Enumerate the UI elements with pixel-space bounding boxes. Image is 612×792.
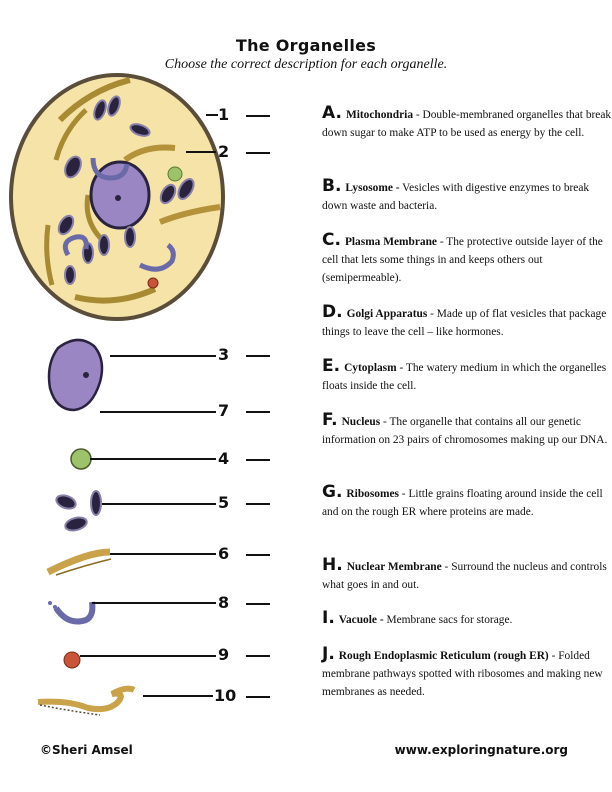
answer-blank-1[interactable] xyxy=(246,115,270,117)
mitochondria-illustration xyxy=(55,491,101,533)
description-term: Lysosome - xyxy=(345,182,400,194)
description-letter: B. xyxy=(322,176,342,196)
answer-blank-8[interactable] xyxy=(246,603,270,605)
answer-blank-6[interactable] xyxy=(246,554,270,556)
description-a xyxy=(322,104,612,142)
leader-line-5 xyxy=(102,503,216,505)
description-text: - The organelle that contains all our genetic information on 23 pairs of chromosomes making up our DNA. xyxy=(322,416,608,446)
answer-blank-9[interactable] xyxy=(246,655,270,657)
description-text: - Little grains floating around inside the cell and on the rough ER where proteins are made. xyxy=(322,488,603,518)
organelle-diagram xyxy=(0,0,300,792)
leader-line-3 xyxy=(110,355,216,357)
lysosome-illustration xyxy=(56,602,92,622)
description-text: - Surround the nucleus and controls what goes in and out. xyxy=(322,561,607,591)
description-letter: D. xyxy=(322,302,343,322)
description-text: Vesicles with digestive enzymes to break down waste and bacteria. xyxy=(322,182,590,212)
page-subtitle: Choose the correct description for each organelle. xyxy=(164,57,448,72)
leader-line-9 xyxy=(80,655,216,657)
description-h xyxy=(322,556,612,594)
description-term: Nucleus xyxy=(341,416,381,428)
page-title: The Organelles xyxy=(235,36,377,55)
description-b xyxy=(322,177,612,215)
label-number: 6 xyxy=(218,544,230,563)
description-letter: H. xyxy=(322,555,343,575)
description-text: - Made up of flat vesicles that package things to leave the cell – like hormones. xyxy=(322,308,607,338)
answer-blank-4[interactable] xyxy=(246,459,270,461)
answer-blank-10[interactable] xyxy=(246,696,270,698)
description-f xyxy=(322,411,612,449)
description-term: Nuclear Membrane xyxy=(346,561,442,573)
description-text: - The watery medium in which the organelles floats inside the cell. xyxy=(322,362,607,392)
description-term: Plasma Membrane xyxy=(344,236,437,248)
label-number: 1 xyxy=(218,105,230,124)
description-e xyxy=(322,357,612,395)
description-text: - The protective outside layer of the cell that lets some things in and keeps others out (semipermeable). xyxy=(322,236,603,284)
answer-blank-7[interactable] xyxy=(246,411,270,413)
rough-er-illustration xyxy=(38,689,134,709)
copyright-text: ©Sheri Amsel xyxy=(40,743,133,757)
label-number: 3 xyxy=(218,345,230,364)
description-i xyxy=(322,609,612,629)
leader-line-1 xyxy=(206,114,218,116)
description-c xyxy=(322,231,612,287)
description-term: Rough Endoplasmic Reticulum (rough ER) xyxy=(338,650,549,662)
description-term: Mitochondria xyxy=(345,109,414,121)
description-text: Membrane sacs for storage. xyxy=(383,614,513,626)
description-text: - Folded membrane pathways spotted with ribosomes and making new membranes as needed. xyxy=(322,650,603,698)
label-number: 10 xyxy=(214,686,237,705)
description-g xyxy=(322,483,612,521)
label-number: 2 xyxy=(218,142,230,161)
answer-blank-2[interactable] xyxy=(246,152,270,154)
label-number: 9 xyxy=(218,645,230,664)
nucleus-illustration xyxy=(49,340,102,410)
leader-line-7 xyxy=(100,411,216,413)
answer-blank-3[interactable] xyxy=(246,355,270,357)
description-term: Vacuole - xyxy=(338,614,384,626)
cell-illustration xyxy=(11,75,223,319)
description-d xyxy=(322,303,612,341)
description-j xyxy=(322,645,612,701)
description-text: - Double-membraned organelles that break down sugar to make ATP to be used as energy by the cell. xyxy=(322,109,612,139)
description-letter: E. xyxy=(322,356,341,376)
answer-blank-5[interactable] xyxy=(246,503,270,505)
leader-line-2 xyxy=(186,151,216,153)
leader-line-10 xyxy=(143,695,213,697)
description-letter: C. xyxy=(322,230,341,250)
label-number: 5 xyxy=(218,493,230,512)
description-term: Golgi Apparatus xyxy=(346,308,428,320)
label-number: 4 xyxy=(218,449,230,468)
label-number: 7 xyxy=(218,401,230,420)
description-letter: G. xyxy=(322,482,343,502)
description-letter: J. xyxy=(322,644,335,664)
leader-line-6 xyxy=(110,553,216,555)
website-link[interactable]: www.exploringnature.org xyxy=(394,743,568,757)
description-letter: I. xyxy=(322,608,335,628)
leader-line-8 xyxy=(92,602,216,604)
description-letter: A. xyxy=(322,103,342,123)
description-letter: F. xyxy=(322,410,338,430)
description-term: Cytoplasm xyxy=(344,362,397,374)
description-term: Ribosomes xyxy=(346,488,399,500)
leader-line-4 xyxy=(90,458,216,460)
label-number: 8 xyxy=(218,593,230,612)
